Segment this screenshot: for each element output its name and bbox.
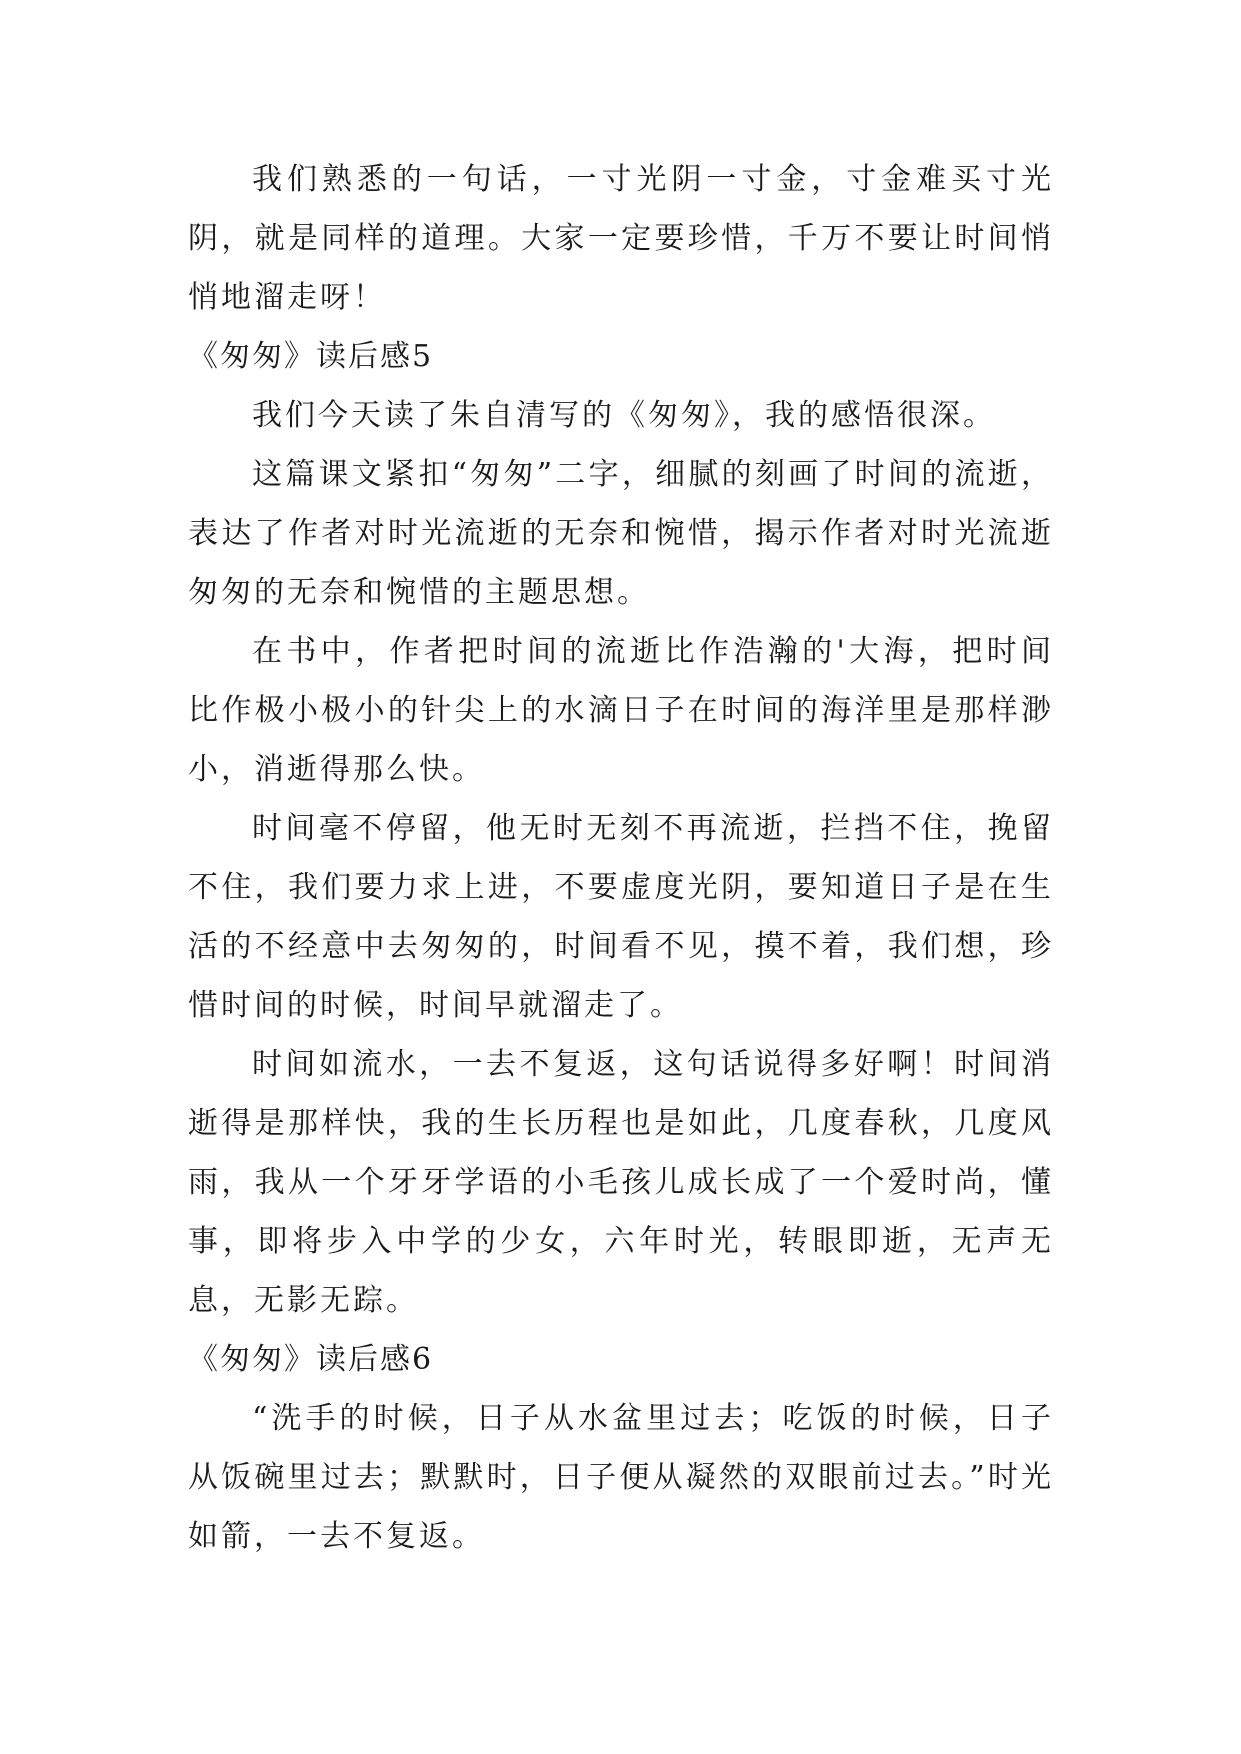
paragraph-time-passes: 时间毫不停留，他无时无刻不再流逝，拦挡不住，挽留不住，我们要力求上进，不要虚度光阴，要知道日子是在生活的不经意中去匆匆的，时间看不见，摸不着，我们想，珍惜时间的时候，时间早就溜走了。: [188, 811, 1054, 1023]
paragraph-metaphor: 在书中，作者把时间的流逝比作浩瀚的'大海，把时间比作极小极小的针尖上的水滴日子在时间的海洋里是那样渺小，消逝得那么快。: [188, 634, 1054, 787]
paragraph-golden-time: 我们熟悉的一句话，一寸光阴一寸金，寸金难买寸光阴，就是同样的道理。大家一定要珍惜，千万不要让时间悄悄地溜走呀！: [188, 162, 1054, 315]
paragraph-growing-up: 时间如流水，一去不复返，这句话说得多好啊！时间消逝得是那样快，我的生长历程也是如此，几度春秋，几度风雨，我从一个牙牙学语的小毛孩儿成长成了一个爱时尚，懂事，即将步入中学的少女，六年时光，转眼即逝，无声无息，无影无踪。: [188, 1047, 1054, 1318]
paragraph-read-congcong: 我们今天读了朱自清写的《匆匆》，我的感悟很深。: [252, 398, 996, 433]
paragraph-quote: “洗手的时候，日子从水盆里过去；吃饭的时候，日子从饭碗里过去；默默时，日子便从凝然的双眼前过去。”时光如箭，一去不复返。: [188, 1401, 1054, 1554]
section-heading-5: 《匆匆》读后感5: [188, 339, 434, 374]
section-heading-6: 《匆匆》读后感6: [188, 1342, 434, 1377]
paragraph-theme: 这篇课文紧扣“匆匆”二字，细腻的刻画了时间的流逝，表达了作者对时光流逝的无奈和惋惜，揭示作者对时光流逝匆匆的无奈和惋惜的主题思想。: [188, 457, 1054, 610]
document-body: [188, 150, 1054, 1566]
